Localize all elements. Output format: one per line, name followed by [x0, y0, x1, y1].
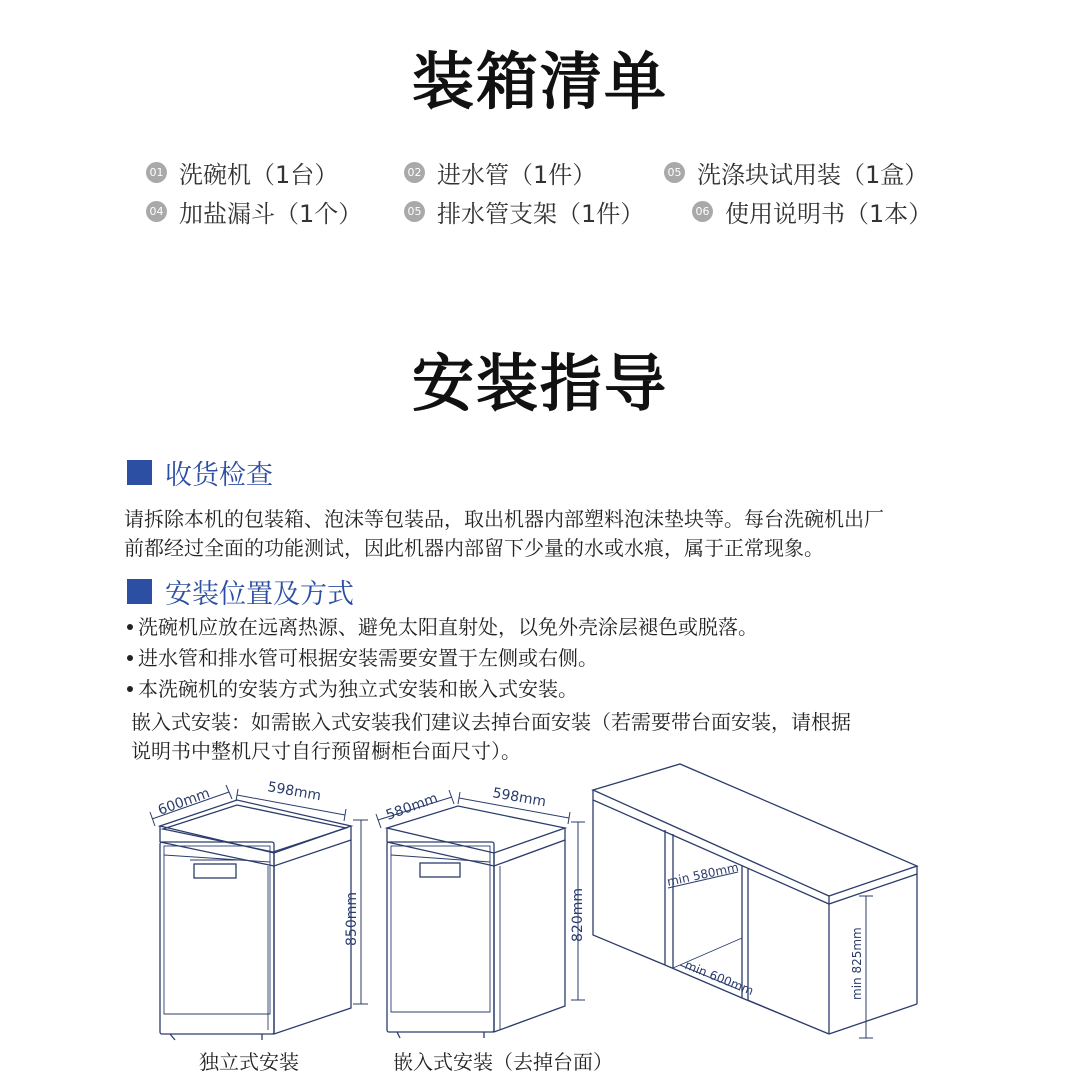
cabinet-width-label: min 600mm [682, 957, 756, 999]
install-guide-title: 安装指导 [411, 347, 668, 420]
item-label: 进水管（1件） [437, 160, 597, 189]
cabinet-height-label: min 825mm [850, 927, 864, 1000]
freestanding-height-label: 850mm [344, 892, 360, 946]
builtin-height-label: 820mm [570, 888, 586, 942]
cabinet-opening-illustration [593, 764, 917, 1038]
builtin-note-line: 嵌入式安装：如需嵌入式安装我们建议去掉台面安装（若需要带台面安装，请根据 [131, 710, 851, 734]
packing-list-title: 装箱清单 [411, 45, 668, 118]
section-marker [127, 579, 152, 604]
freestanding-dishwasher-illustration [150, 779, 368, 1040]
builtin-note-line: 说明书中整机尺寸自行预留橱柜台面尺寸）。 [131, 739, 521, 763]
builtin-width-label: 598mm [491, 785, 548, 811]
cabinet-depth-label: min 580mm [665, 860, 740, 889]
bullet-item [127, 643, 598, 673]
item-label: 排水管支架（1件） [437, 199, 645, 228]
item-number-badge: 05 [404, 201, 425, 222]
bullet-text: 洗碗机应放在远离热源、避免太阳直射处，以免外壳涂层褪色或脱落。 [138, 615, 758, 639]
packing-item [146, 156, 338, 188]
packing-row-2 [0, 195, 1080, 227]
item-number-badge: 01 [146, 162, 167, 183]
bullet-text: 本洗碗机的安装方式为独立式安装和嵌入式安装。 [138, 677, 578, 701]
bullet-dot [127, 624, 133, 630]
installation-diagrams [0, 760, 1080, 1045]
section-heading-text: 收货检查 [165, 459, 273, 491]
section-marker [127, 460, 152, 485]
builtin-depth-label: 580mm [383, 790, 441, 824]
freestanding-width-label: 598mm [266, 779, 323, 805]
section-heading-receipt [127, 454, 273, 490]
packing-item [146, 195, 362, 227]
packing-row-1 [0, 156, 1080, 188]
item-number-badge: 04 [146, 201, 167, 222]
receipt-paragraph-line: 前都经过全面的功能测试，因此机器内部留下少量的水或水痕，属于正常现象。 [124, 536, 824, 560]
builtin-dishwasher-illustration [376, 785, 586, 1038]
builtin-caption: 嵌入式安装（去掉台面） [393, 1050, 613, 1074]
freestanding-caption: 独立式安装 [199, 1050, 299, 1074]
section-heading-position [127, 573, 354, 609]
item-number-badge: 02 [404, 162, 425, 183]
item-label: 使用说明书（1本） [725, 199, 933, 228]
item-number-badge: 05 [664, 162, 685, 183]
freestanding-depth-label: 600mm [155, 785, 213, 819]
packing-item [404, 195, 644, 227]
bullet-dot [127, 655, 133, 661]
item-label: 洗涤块试用装（1盒） [697, 160, 929, 189]
section-heading-text: 安装位置及方式 [165, 578, 354, 610]
bullet-item [127, 674, 578, 704]
bullet-item [127, 612, 758, 642]
packing-item [664, 156, 928, 188]
packing-item [692, 195, 932, 227]
bullet-text: 进水管和排水管可根据安装需要安置于左侧或右侧。 [138, 646, 598, 670]
item-label: 洗碗机（1台） [179, 160, 339, 189]
item-number-badge: 06 [692, 201, 713, 222]
packing-item [404, 156, 596, 188]
receipt-paragraph-line: 请拆除本机的包装箱、泡沫等包装品，取出机器内部塑料泡沫垫块等。每台洗碗机出厂 [124, 507, 884, 531]
item-label: 加盐漏斗（1个） [179, 199, 363, 228]
bullet-dot [127, 686, 133, 692]
